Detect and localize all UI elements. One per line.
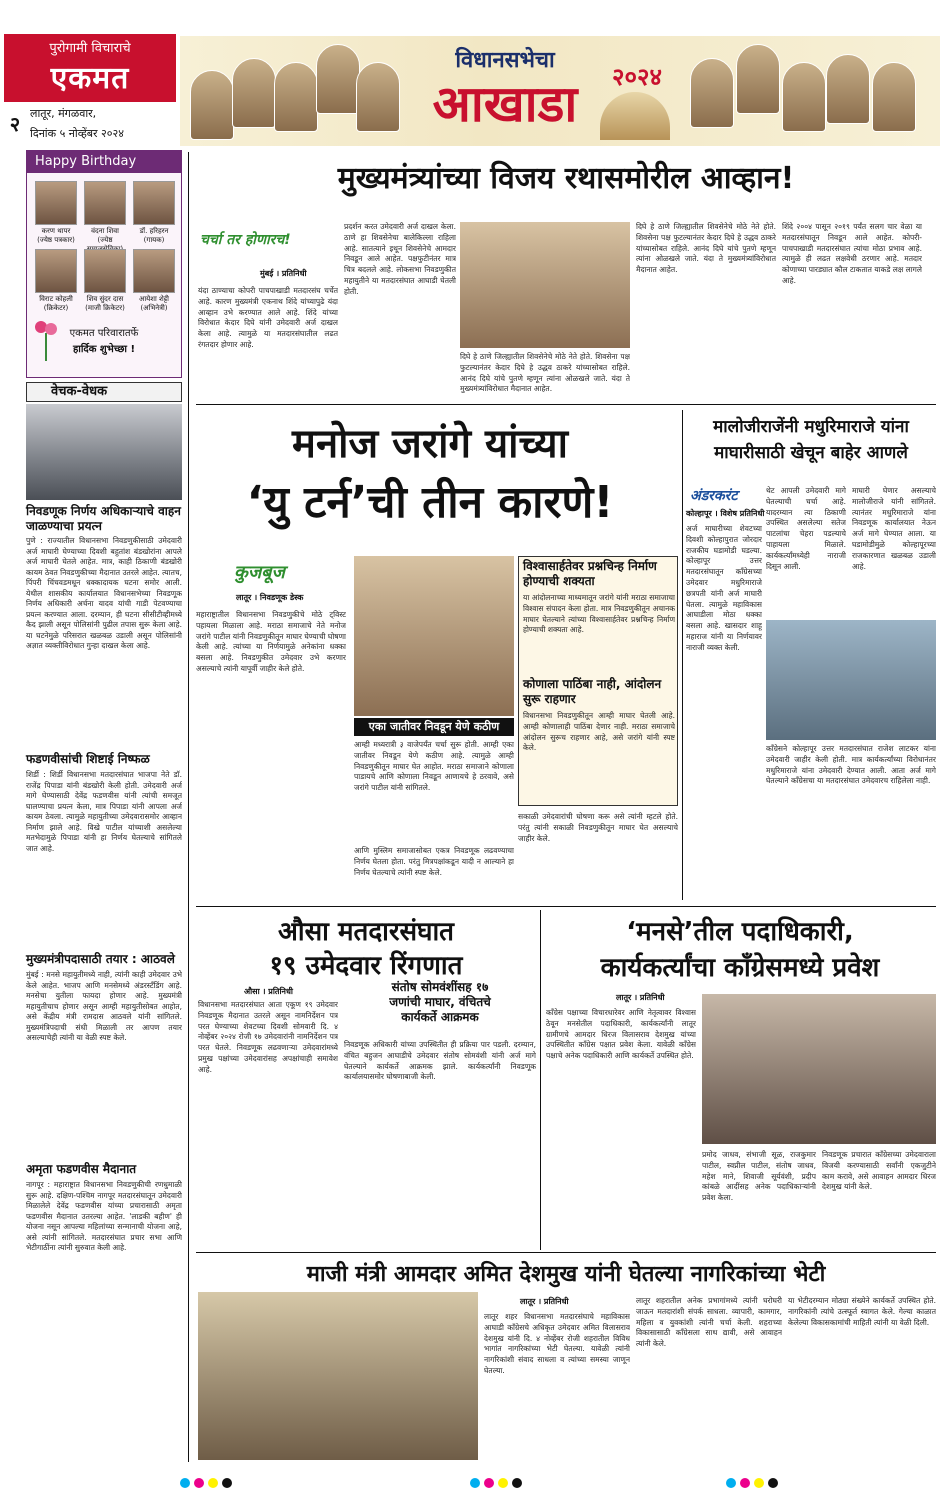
story-text: काँग्रेसने कोल्हापूर उत्तर मतदारसंघात राजेश लाटकर यांना उमेदवारी जाहीर केली होती. मात्र कार्यकर्त्यांच्या विरोधानंतर मधुरिमाराजे यांना उमेदवारी देण्यात आली. आता अर्ज मागे घेतल्याने काँग्रेसचा या मतदारसंघात उमेदवारच राहिलेला नाही. bbox=[766, 744, 936, 786]
burnt-car-photo bbox=[26, 404, 182, 500]
box-title: विश्वासार्हतेवर प्रश्नचिन्ह निर्माण होण्याची शक्यता bbox=[523, 559, 657, 588]
sub-headline: कार्यकर्ते आक्रमक bbox=[401, 1010, 479, 1024]
brand-name: एकमत bbox=[50, 61, 130, 96]
birthday-photo bbox=[35, 181, 77, 225]
leader-photo bbox=[782, 62, 826, 132]
leader-photo bbox=[736, 44, 780, 114]
leader-photo bbox=[316, 44, 360, 114]
box-title: कोणाला पाठिंबा नाही, आंदोलन सुरू राहणार bbox=[523, 677, 662, 706]
birthday-person-name: शिव सुंदर दास (माजी क्रिकेटर) bbox=[85, 295, 125, 312]
page-number: २ bbox=[9, 112, 21, 136]
section-rule bbox=[196, 906, 936, 907]
brand-tagline: पुरोगामी विचाराचे bbox=[49, 41, 131, 56]
headline-cm: मुख्यमंत्र्यांच्या विजय रथासमोरील आव्हान! bbox=[337, 161, 795, 196]
birthday-photo bbox=[133, 249, 175, 293]
birthday-person-name: विराट कोहली (क्रिकेटर) bbox=[39, 295, 73, 312]
byline: औसा । प्रतिनिधी bbox=[244, 987, 293, 996]
story-text: निवडणूक अधिकारी यांच्या उपस्थितीत ही प्रक्रिया पार पडली. दरम्यान, वंचित बहुजन आघाडीचे उमेदवार संतोष सोमवंशी यांनी अर्ज मागे घेतल्याने कार्यकर्ते आक्रमक झाले. कार्यकर्त्यांनी निवडणूक कार्यालयासमोर घोषणाबाजी केली. bbox=[344, 1040, 536, 1082]
section-rule bbox=[196, 1252, 936, 1253]
headline-mns-line2: कार्यकर्त्यांचा काँग्रेसमध्ये प्रवेश bbox=[600, 953, 880, 983]
headline-jarange-line1: मनोज जरांगे यांच्या bbox=[292, 421, 568, 467]
birthday-person-name: करण थापर (ज्येष्ठ पत्रकार) bbox=[37, 227, 75, 244]
column-tag: कुजबूज bbox=[234, 562, 285, 583]
side-item-text: शिर्डी : शिर्डी विधानसभा मतदारसंघात भाजपा नेते डॉ. राजेंद्र पिपाडा यांनी बंडखोरी केली होती. उमेदवारी अर्ज मागे घेण्यासाठी देवेंद्र फडणवीस यांनी त्यांची समजूत घालण्याचा प्रयत्न केला, मात्र पिपाडा यांनी आपला अर्ज कायम ठेवला. त्यामुळे महायुतीच्या उमेदवारासमोर आव्हान निर्माण झाले आहे. विखे पाटील यांच्याशी असलेल्या मतभेदामुळे पिपाडा यांनी हा निर्णय घेतल्याचे सांगितले जात आहे. bbox=[26, 770, 182, 853]
birthday-header: Happy Birthday bbox=[27, 151, 181, 173]
registration-mark bbox=[512, 1478, 522, 1488]
story-text: शिंदे २००४ पासून २०१९ पर्यंत सलग चार वेळा या मतदारसंघातून निवडून आले आहेत. कोपरी-पाचपाखाडी मतदारसंघात त्यांचा मोठा प्रभाव आहे. त्यामुळे ही लढत लक्षवेधी ठरणार आहे. मतदार कोणाच्या पारड्यात कौल टाकतात याकडे लक्ष लागले आहे. bbox=[782, 222, 922, 285]
dateline-date: दिनांक ५ नोव्हेंबर २०२४ bbox=[30, 127, 124, 140]
story-text: लातूर शहरातील अनेक प्रभागांमध्ये त्यांनी घरोघरी जाऊन मतदारांशी संपर्क साधला. व्यापारी, कामगार, महिला व युवकांशी त्यांनी चर्चा केली. शहराच्या विकासासाठी काँग्रेसला साथ द्यावी, असे आवाहन त्यांनी केले. bbox=[636, 1296, 782, 1349]
birthday-photo bbox=[84, 249, 126, 293]
headline-amit: माजी मंत्री आमदार अमित देशमुख यांनी घेतल्या नागरिकांच्या भेटी bbox=[306, 1262, 826, 1287]
registration-mark bbox=[222, 1478, 232, 1488]
birthday-photo bbox=[35, 249, 77, 293]
box-text: विधानसभा निवडणुकीतून आम्ही माघार घेतली आहे. आम्ही कोणालाही पाठिंबा देणार नाही. मराठा समाजाचे आंदोलन सुरूच राहणार आहे, असे जरांगे यांनी स्पष्ट केले. bbox=[523, 711, 675, 753]
headline-maloji-line2: माघारीसाठी खेचून बाहेर आणले bbox=[714, 443, 908, 463]
photo-caption: एका जातीवर निवडून येणे कठीण bbox=[354, 718, 514, 736]
leader-photo bbox=[872, 62, 916, 132]
column-tag: अंडरकरंट bbox=[690, 488, 738, 504]
byline: लातूर । निवडणूक डेस्क bbox=[236, 593, 304, 602]
leader-photo bbox=[690, 58, 734, 128]
birthday-box bbox=[26, 150, 182, 378]
story-text: आणि मुस्लिम समाजासोबत एकत्र निवडणूक लढवण्याचा निर्णय घेतला होता. परंतु मित्रपक्षांकडून यादी न आल्याने हा निर्णय घेतल्याचे त्यांनी स्पष्ट केले. bbox=[354, 846, 514, 877]
side-item-title: मुख्यमंत्रीपदासाठी तयार : आठवले bbox=[26, 952, 175, 966]
story-text: यंदा ठाण्याचा कोपरी पाचपाखाडी मतदारसंघ चर्चेत आहे. कारण मुख्यमंत्री एकनाथ शिंदे यांच्यापुढे यंदा आव्हान उभे करण्यात आले आहे. शिंदे यांच्या विरोधात केदार दिघे यांनी उमेदवारी अर्ज दाखल केला आहे. त्यामुळे या मतदारसंघातील लढत रंगतदार होणार आहे. bbox=[198, 286, 338, 349]
story-text: आम्ही मध्यरात्री ३ वाजेपर्यंत चर्चा सुरू होती. आम्ही एका जातीवर निवडून येणे कठीण आहे. त्यामुळे आम्ही निवडणुकीतून माघार घेत आहोत. मराठा समाजाने कोणाला पाडायचे आणि कोणाला निवडून आणायचे हे ठरवावे, असे जरांगे पाटील यांनी सांगितले. bbox=[354, 740, 514, 793]
column-rule bbox=[188, 152, 189, 1462]
story-text: निवडणूक प्रचारात काँग्रेसच्या उमेदवाराला विजयी करण्यासाठी सर्वांनी एकजुटीने काम करावे, असे आवाहन आमदार धिरज देशमुख यांनी केले. bbox=[822, 1150, 936, 1192]
amit-deshmukh-photo bbox=[198, 1292, 478, 1460]
side-item-text: नागपूर : महाराष्ट्रात विधानसभा निवडणुकीची रणधुमाळी सुरू आहे. दक्षिण-पश्चिम नागपूर मतदारसंघातून उमेदवारी मिळालेले देवेंद्र फडणवीस यांच्या प्रचारासाठी अमृता फडणवीस मैदानात उतरल्या आहेत. 'लाडकी बहीण' ही योजना नसून आपल्या महिलांच्या सन्मानाची योजना आहे, असे त्यांनी सांगितले. मतदारसंघात प्रचार सभा आणि भेटीगाठींना त्यांनी सुरुवात केली आहे. bbox=[26, 1180, 182, 1252]
leader-photo bbox=[356, 62, 400, 132]
byline: लातूर । प्रतिनिधी bbox=[520, 1297, 569, 1306]
side-item-title: फडणवीसांची शिष्टाई निष्फळ bbox=[26, 752, 150, 766]
headline-jarange-line2: ‘यु टर्न’ची तीन कारणे! bbox=[246, 477, 614, 528]
leader-photo bbox=[190, 70, 234, 140]
registration-mark bbox=[484, 1478, 494, 1488]
registration-mark bbox=[208, 1478, 218, 1488]
birthday-photo bbox=[133, 181, 175, 225]
byline: कोल्हापूर । विशेष प्रतिनिधी bbox=[686, 509, 765, 518]
leader-photo bbox=[274, 62, 318, 132]
registration-mark bbox=[498, 1478, 508, 1488]
banner-title-top: विधानसभेचा bbox=[455, 48, 555, 73]
registration-mark bbox=[470, 1478, 480, 1488]
column-rule bbox=[682, 410, 683, 900]
side-item-title: निवडणूक निर्णय अधिकाऱ्याचे वाहन जाळण्याचा प्रयत्न bbox=[26, 504, 181, 533]
section-header-vedhak: वेचक-वेधक bbox=[26, 382, 182, 402]
leader-photo bbox=[232, 58, 276, 128]
registration-mark bbox=[726, 1478, 736, 1488]
sub-headline: जणांची माघार, वंचितचे bbox=[389, 995, 491, 1009]
headline-maloji-line1: मालोजीराजेंनी मधुरिमाराजे यांना bbox=[713, 417, 909, 437]
registration-mark bbox=[754, 1478, 764, 1488]
congress-entry-photo bbox=[702, 994, 936, 1144]
story-text: अर्ज माघारीच्या शेवटच्या दिवशी कोल्हापुरात जोरदार राजकीय घडामोडी घडल्या. कोल्हापूर उत्तर मतदारसंघातून काँग्रेसच्या उमेदवार मधुरिमाराजे छत्रपती यांनी अर्ज माघारी घेतला. त्यामुळे महाविकास आघाडीला मोठा धक्का बसला आहे. खासदार शाहू महाराज यांनी या निर्णयावर नाराजी व्यक्त केली. bbox=[686, 524, 762, 652]
kolhapur-photo bbox=[766, 620, 936, 740]
column-tag: चर्चा तर होणारच! bbox=[200, 232, 291, 248]
banner-title-main: आखाडा bbox=[432, 75, 578, 133]
headline-ausa-line1: औसा मतदारसंघात bbox=[278, 917, 454, 947]
story-text: काँग्रेस पक्षाच्या विचारधारेवर आणि नेतृत्वावर विश्वास ठेवून मनसेतील पदाधिकारी, कार्यकर्त्यांनी लातूर ग्रामीणचे आमदार धिरज विलासराव देशमुख यांच्या उपस्थितीत काँग्रेस पक्षात प्रवेश केला. यावेळी काँग्रेस पक्षाचे अनेक पदाधिकारी आणि कार्यकर्ते उपस्थित होते. bbox=[546, 1008, 696, 1061]
birthday-person-name: डॉ. हरिहरन (गायक) bbox=[139, 227, 169, 244]
story-text: प्रदर्शन करत उमेदवारी अर्ज दाखल केला. ठाणे हा शिवसेनेचा बालेकिल्ला राहिला आहे. सातत्याने इथून शिवसेनेचे आमदार निवडून आले आहेत. पक्षफुटीनंतर मात्र चित्र बदलले आहे. लोकसभा निवडणुकीत महायुतीने या मतदारसंघात आघाडी घेतली होती. bbox=[344, 222, 456, 296]
registration-mark bbox=[740, 1478, 750, 1488]
registration-mark bbox=[194, 1478, 204, 1488]
birthday-person-name: आयेशा शेट्टी (अभिनेत्री) bbox=[138, 295, 169, 312]
side-item-title: अमृता फडणवीस मैदानात bbox=[26, 1162, 137, 1176]
dateline-city: लातूर, मंगळवार, bbox=[30, 107, 97, 120]
story-text: विधानसभा मतदारसंघात आता एकूण १९ उमेदवार निवडणूक मैदानात उतरले असून नामनिर्देशन पत्र परत घेण्याच्या शेवटच्या दिवशी सोमवारी दि. ४ नोव्हेंबर २०२४ रोजी १७ उमेदवारांनी नामनिर्देशन पत्र परत घेतले. निवडणूक लढवणाऱ्या उमेदवारांमध्ये प्रमुख पक्षांच्या उमेदवारांसह अपक्षांचाही समावेश आहे. bbox=[198, 1000, 338, 1074]
story-text: प्रमोद जाधव, संभाजी सूळ, राजकुमार पाटील, स्वप्नील पाटील, संतोष जाधव, महेश माने, शिवाजी सूर्यवंशी, प्रदीप कांबळे आदींसह अनेक पदाधिकाऱ्यांनी प्रवेश केला. bbox=[702, 1150, 816, 1203]
birthday-footer: एकमत परिवारातर्फे bbox=[69, 328, 139, 339]
banner-title bbox=[400, 44, 610, 140]
headline-mns-line1: ‘मनसे’तील पदाधिकारी, bbox=[626, 917, 854, 947]
banner-year: २०२४ bbox=[612, 63, 662, 91]
birthday-wishes: हार्दिक शुभेच्छा ! bbox=[72, 344, 136, 355]
byline: मुंबई । प्रतिनिधी bbox=[260, 269, 307, 278]
registration-mark bbox=[180, 1478, 190, 1488]
byline: लातूर । प्रतिनिधी bbox=[616, 993, 665, 1002]
story-text: लातूर शहर विधानसभा मतदारसंघाचे महाविकास आघाडी काँग्रेसचे अधिकृत उमेदवार अमित विलासराव देशमुख यांनी दि. ४ नोव्हेंबर रोजी शहरातील विविध भागांत नागरिकांच्या भेटी घेतल्या. यावेळी त्यांनी नागरिकांशी संवाद साधला व त्यांच्या समस्या जाणून घेतल्या. bbox=[484, 1312, 630, 1375]
story-text: दिघे हे ठाणे जिल्ह्यातील शिवसेनेचे मोठे नेते होते. शिवसेना पक्ष फुटल्यानंतर केदार दिघे हे उद्धव ठाकरे यांच्यासोबत राहिले. आनंद दिघे यांचे पुतणे म्हणून त्यांना ओळखले जाते. यंदा ते मुख्यमंत्र्यांविरोधात मैदानात आहेत. bbox=[636, 222, 776, 275]
eknath-shinde-photo bbox=[460, 222, 630, 348]
side-item-text: मुंबई : मनसे महायुतीमध्ये नाही, त्यांनी काही उमेदवार उभे केले आहेत. भाजप आणि मनसेमध्ये अंडरस्टँडिंग आहे. मनसेचा युतीला फायदा होणार आहे. मुख्यमंत्री महायुतीचाच होणार असून आम्ही महायुतीसोबत आहोत, असे केंद्रीय मंत्री रामदास आठवले यांनी सांगितले. मुख्यमंत्रिपदाची संधी मिळाली तर आपण तयार असल्याचेही त्यांनी या वेळी स्पष्ट केले. bbox=[26, 970, 182, 1042]
column-rule bbox=[540, 910, 541, 1250]
headline-ausa-line2: १९ उमेदवार रिंगणात bbox=[269, 951, 463, 981]
registration-mark bbox=[768, 1478, 778, 1488]
brand-logo bbox=[4, 34, 176, 100]
story-text: महाराष्ट्रातील विधानसभा निवडणुकीचे मोठे ट्विस्ट पहायला मिळाला आहे. मराठा समाजाचे नेते मनोज जरांगे पाटील यांनी निवडणुकीतून माघार घेण्याची घोषणा केली आहे. त्यांच्या या निर्णयामुळे अनेकांना धक्का बसला आहे. निवडणुकीत उमेदवार उभे करणार असल्याचे त्यांनी यापूर्वी जाहीर केले होते. bbox=[196, 610, 346, 673]
birthday-person-name: वंदना शिवा (ज्येष्ठ bbox=[91, 227, 119, 244]
manoj-jarange-photo bbox=[354, 556, 514, 716]
section-rule bbox=[196, 404, 936, 405]
story-text: सकाळी उमेदवारांची घोषणा करू असे त्यांनी म्हटले होते. परंतु त्यांनी सकाळी निवडणुकीतून माघार घेत असल्याचे जाहीर केले. bbox=[518, 812, 678, 843]
color-registration-strip bbox=[180, 1478, 780, 1490]
masthead bbox=[0, 0, 945, 145]
story-text: दिघे हे ठाणे जिल्ह्यातील शिवसेनेचे मोठे नेते होते. शिवसेना पक्ष फुटल्यानंतर केदार दिघे हे उद्धव ठाकरे यांच्यासोबत राहिले. आनंद दिघे यांचे पुतणे म्हणून त्यांना ओळखले जाते. यंदा ते मुख्यमंत्र्यांविरोधात मैदानात आहेत. bbox=[460, 352, 630, 394]
sub-headline-box bbox=[344, 980, 536, 1036]
side-box bbox=[518, 556, 678, 806]
dateline bbox=[4, 100, 176, 146]
birthday-photo bbox=[84, 181, 126, 225]
side-item-text: पुणे : राज्यातील विधानसभा निवडणुकीसाठी उमेदवारी अर्ज माघारी घेण्याच्या दिवशी बहुतांश बंडखोरांना आपले अर्ज माघारी घेतले आहेत. मात्र, काही ठिकाणी बंडखोरी कायम ठेवत निवडणुकीच्या मैदानात उतरले आहेत. त्यातच, पिंपरी चिंचवडमधून धक्कादायक घटना समोर आली. येथील शासकीय कार्यालयात विधानसभेच्या निवडणूक निर्णय अधिकारी अर्चना यादव यांची गाडी पेटवण्याचा प्रयत्न करण्यात आला. दरम्यान, ही घटना सीसीटीव्हीमध्ये कैद झाली असून पोलिसांनी पुढील तपास सुरू केला आहे. या घटनेमुळे परिसरात खळबळ उडाली असून पोलिसांनी अज्ञात व्यक्तीविरोधात गुन्हा दाखल केला आहे. bbox=[26, 536, 182, 650]
sidebar bbox=[26, 150, 182, 1460]
leader-photo bbox=[826, 54, 870, 124]
story-text: थेट आपली उमेदवारी मागे घेतल्याची चर्चा आहे. यादरम्यान त्या ठिकाणी उपस्थित असलेल्या सतेज पाटलांचा चेहरा पडल्याचे पाहायला मिळाले. कार्यकर्त्यांमध्येही नाराजी दिसून आली. bbox=[766, 486, 846, 571]
story-text: माघारी घेणार असल्याचे मालोजीराजे यांनी सांगितले. त्यानंतर मधुरिमाराजे यांना निवडणूक कार्यालयात नेऊन अर्ज मागे घेण्यात आला. या घडामोडीमुळे कोल्हापूरच्या राजकारणात खळबळ उडाली आहे. bbox=[852, 486, 936, 571]
story-text: या भेटीदरम्यान मोठ्या संख्येने कार्यकर्ते उपस्थित होते. नागरिकांनी त्यांचे उत्स्फूर्त स्वागत केले. गेल्या काळात केलेल्या विकासकामांची माहिती त्यांनी या वेळी दिली. bbox=[788, 1296, 936, 1327]
box-text: या आंदोलनाच्या माध्यमातून जरांगे यांनी मराठा समाजाचा विश्वास संपादन केला होता. मात्र निवडणुकीतून अचानक माघार घेतल्याने त्यांच्या विश्वासार्हतेवर प्रश्नचिन्ह निर्माण होण्याची शक्यता आहे. bbox=[523, 593, 675, 635]
sub-headline: संतोष सोमवंशींसह १७ bbox=[391, 980, 489, 994]
